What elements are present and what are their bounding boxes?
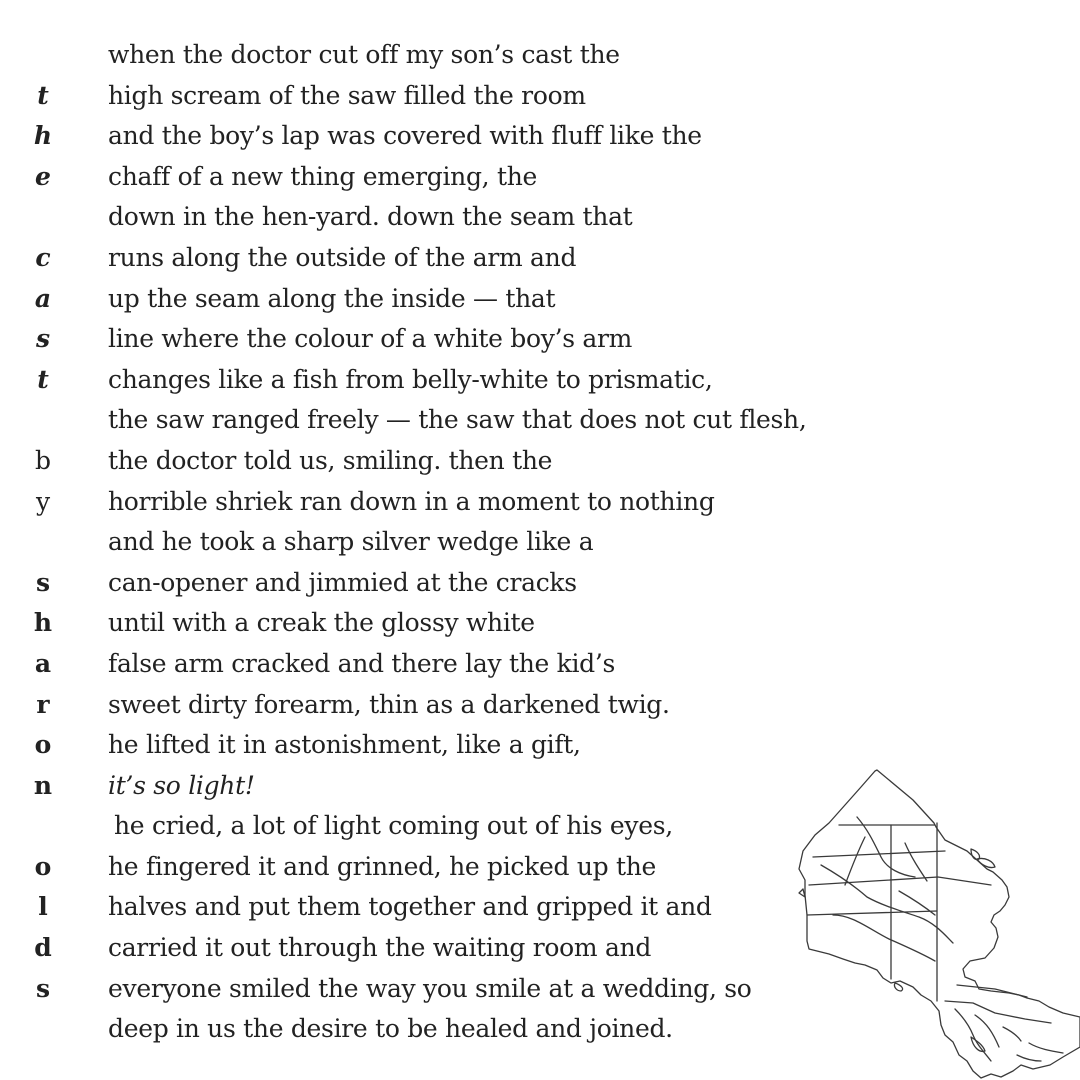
acrostic-letter: b	[34, 445, 51, 475]
verse-text: horrible shriek ran down in a moment to nothing	[108, 486, 715, 516]
verse-text: it’s so light!	[108, 770, 255, 800]
verse-text: can-opener and jimmied at the cracks	[108, 567, 577, 597]
poem-line	[0, 116, 1080, 157]
poem-line	[0, 482, 1080, 523]
poem-line	[0, 725, 1080, 766]
verse-text: the doctor told us, smiling. then the	[108, 445, 553, 475]
verse-text: changes like a fish from belly-white to prismatic,	[108, 364, 713, 394]
verse-text: sweet dirty forearm, thin as a darkened twig.	[108, 689, 670, 719]
acrostic-letter: t	[37, 80, 49, 110]
verse-text: false arm cracked and there lay the kid’s	[108, 648, 616, 678]
verse-text: high scream of the saw filled the room	[108, 80, 586, 110]
acrostic-letter: d	[34, 933, 52, 963]
verse-text: halves and put them together and gripped it and	[108, 892, 712, 922]
poem-line	[0, 441, 1080, 482]
verse-text: and he took a sharp silver wedge like a	[108, 527, 594, 557]
verse-text: line where the colour of a white boy’s arm	[108, 324, 633, 354]
poem-line	[0, 157, 1080, 198]
verse-text: carried it out through the waiting room and	[108, 933, 652, 963]
acrostic-letter: s	[35, 324, 51, 354]
poem-line	[0, 644, 1080, 685]
verse-text: the saw ranged freely — the saw that does not cut flesh,	[108, 405, 807, 435]
poem-line	[0, 360, 1080, 401]
acrostic-letter: o	[34, 730, 52, 760]
verse-text: he cried, a lot of light coming out of his eyes,	[114, 811, 673, 841]
acrostic-letter: h	[33, 121, 53, 151]
acrostic-letter: t	[37, 364, 49, 394]
poem-line	[0, 197, 1080, 238]
acrostic-letter: s	[35, 567, 51, 597]
verse-text: he fingered it and grinned, he picked up the	[108, 851, 657, 881]
acrostic-letter: c	[35, 242, 51, 272]
acrostic-letter: r	[36, 689, 50, 719]
acrostic-letter: y	[35, 486, 51, 516]
verse-text: runs along the outside of the arm and	[108, 242, 577, 272]
poem-line	[0, 35, 1080, 76]
acrostic-letter: a	[34, 283, 52, 313]
acrostic-letter: a	[34, 648, 52, 678]
poem-line	[0, 238, 1080, 279]
acrostic-letter: h	[33, 608, 53, 638]
province-outline	[799, 770, 1080, 1078]
verse-text: and the boy’s lap was covered with fluff like the	[108, 121, 702, 151]
poem-line	[0, 76, 1080, 117]
poem-line	[0, 685, 1080, 726]
verse-text: when the doctor cut off my son’s cast the	[108, 40, 620, 69]
poem-line	[0, 522, 1080, 563]
verse-text: up the seam along the inside — that	[108, 283, 556, 313]
acrostic-letter: n	[33, 770, 53, 800]
verse-text: chaff of a new thing emerging, the	[108, 161, 537, 191]
poem-line	[0, 319, 1080, 360]
acrostic-letter: o	[34, 851, 52, 881]
poem-line	[0, 279, 1080, 320]
acrostic-letter: s	[35, 973, 51, 1003]
verse-text: he lifted it in astonishment, like a gift,	[108, 730, 581, 760]
verse-text: deep in us the desire to be healed and joined.	[108, 1014, 673, 1044]
poem-line	[0, 563, 1080, 604]
acrostic-letter: e	[35, 161, 51, 191]
verse-text: down in the hen-yard. down the seam that	[108, 202, 633, 232]
verse-text: until with a creak the glossy white	[108, 608, 535, 638]
ontario-map-icon	[795, 765, 1080, 1080]
poem-line	[0, 603, 1080, 644]
verse-text: everyone smiled the way you smile at a wedding, so	[108, 973, 752, 1003]
poem-line	[0, 400, 1080, 441]
acrostic-letter: l	[38, 892, 48, 922]
